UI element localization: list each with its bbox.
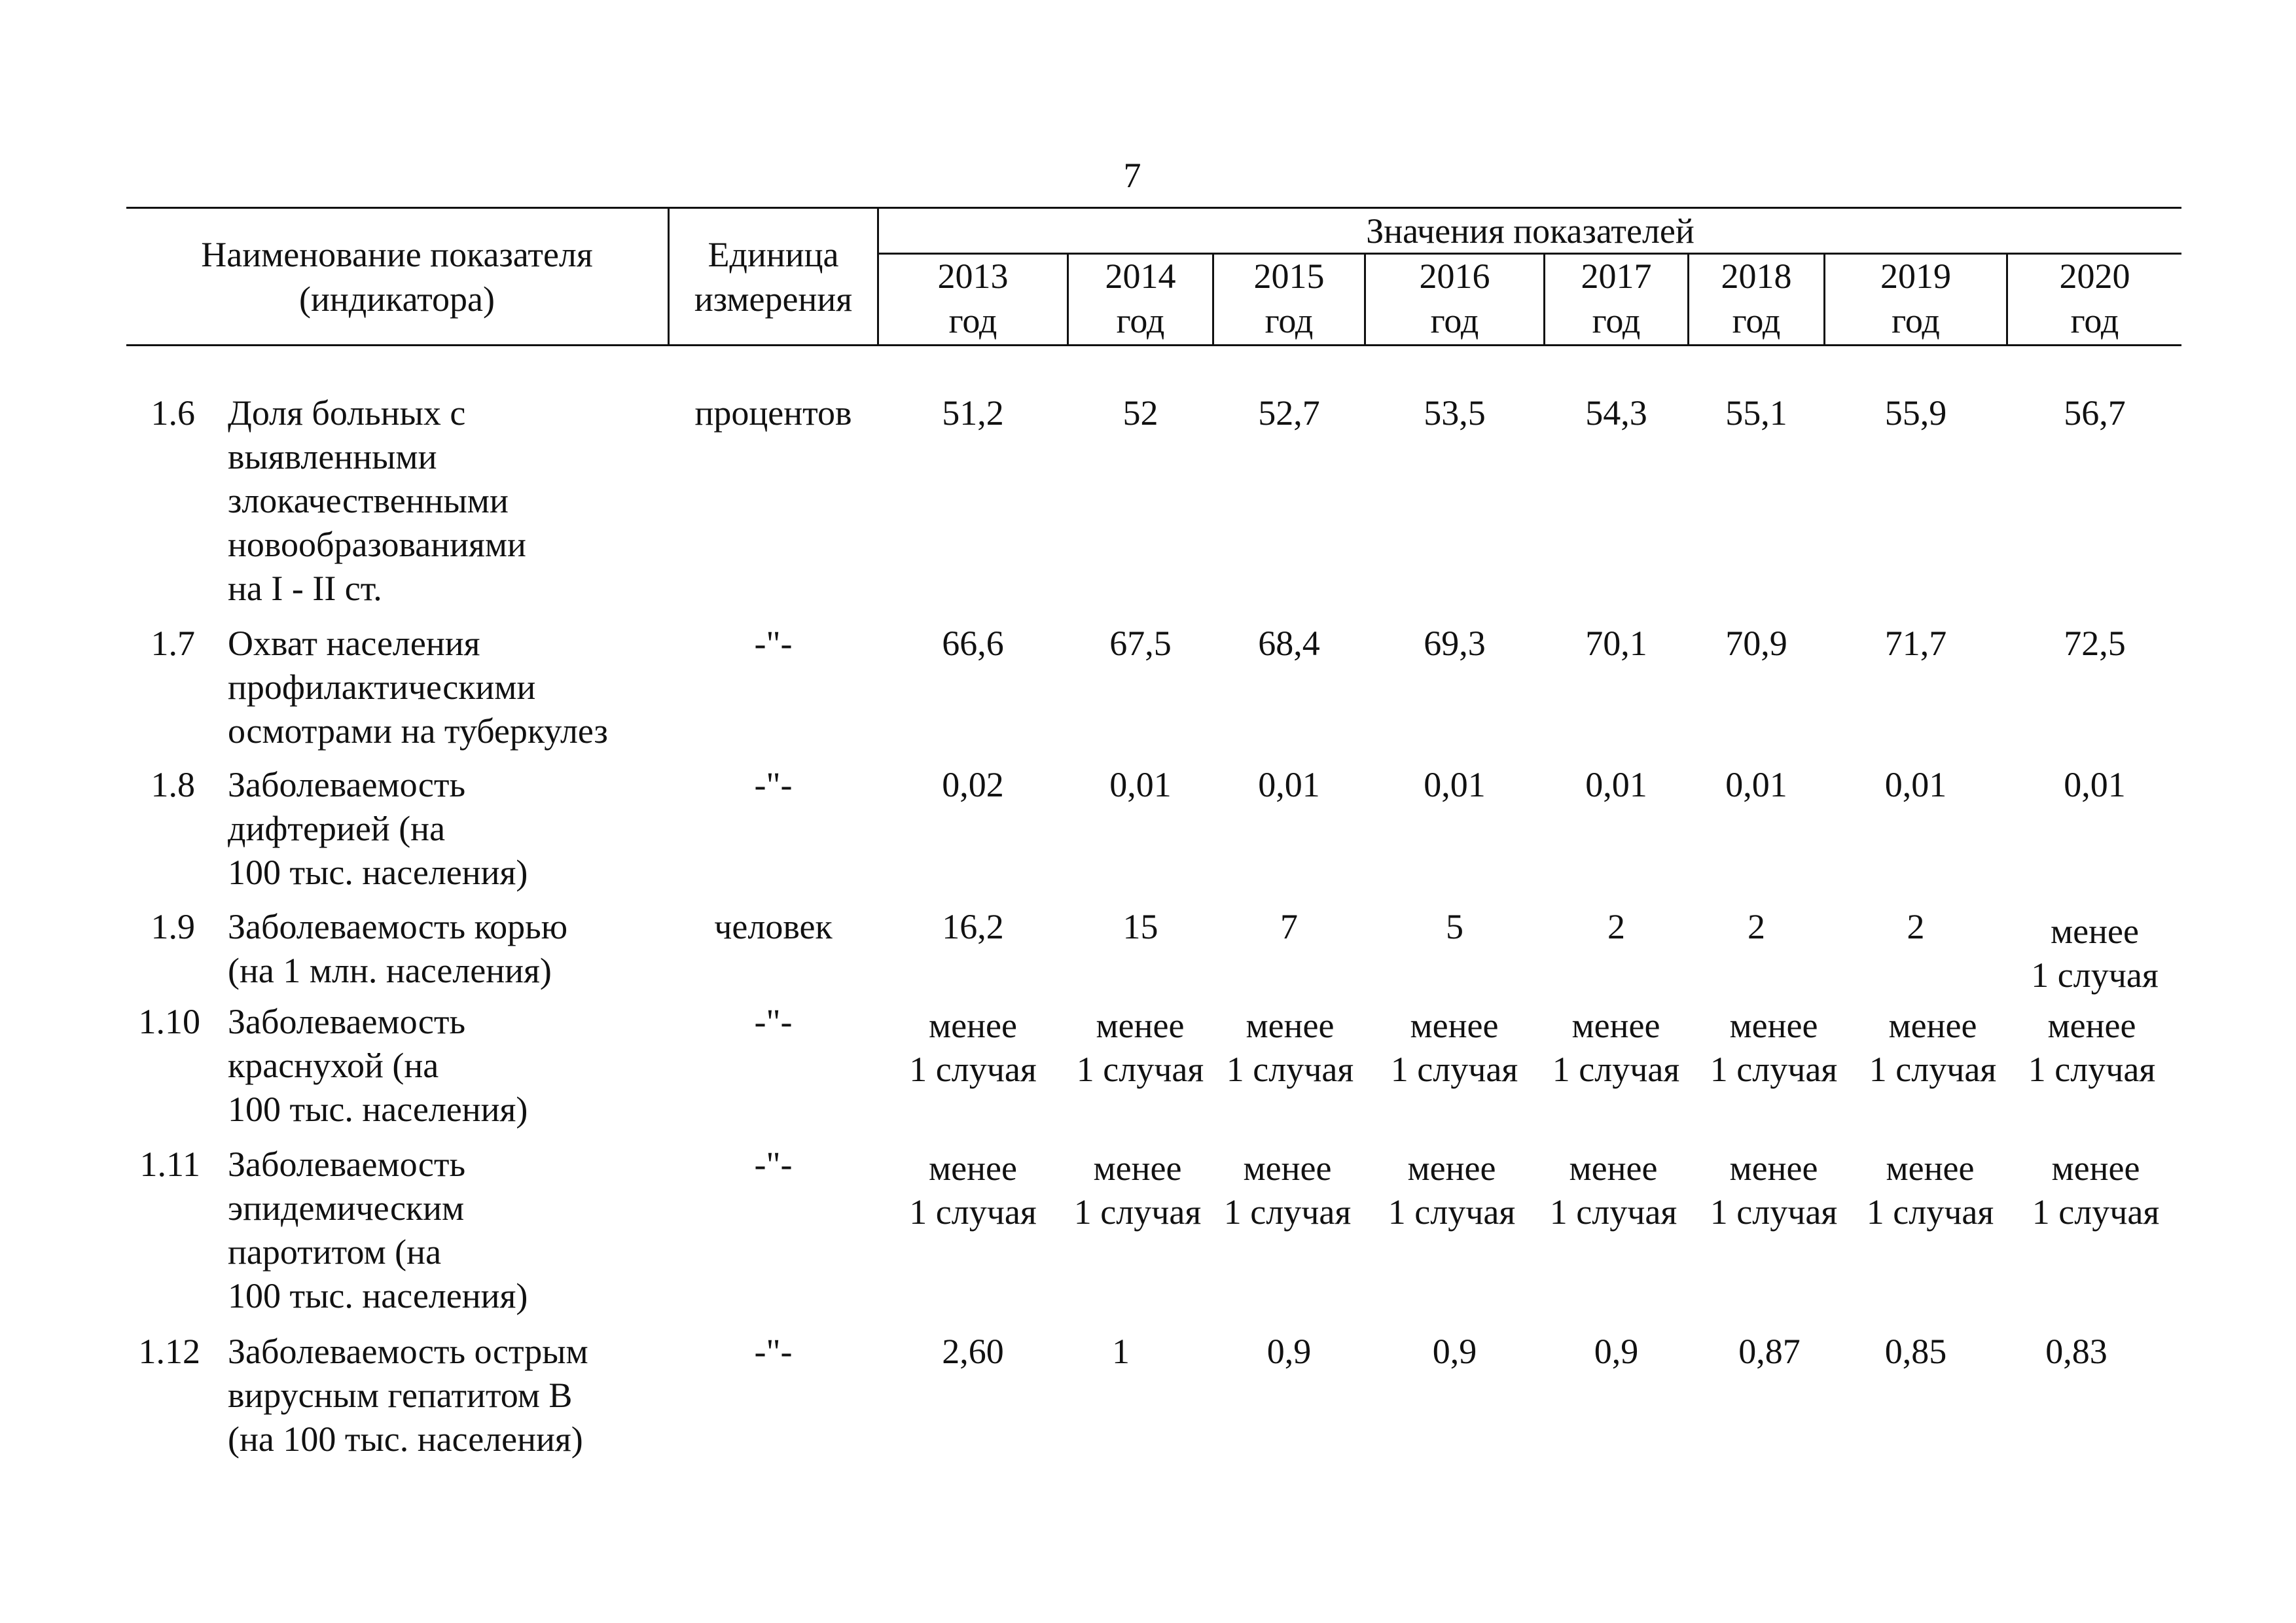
value-cell: 70,1 [1585,624,1647,663]
value-cell: 0,01 [1884,765,1947,804]
value-cell: 72,5 [2064,624,2126,663]
value-cell: 71,7 [1884,624,1947,663]
unit-cell: -"- [754,1332,793,1371]
year-header-2013: 2013 год [937,257,1009,340]
value-cell: менее 1 случая [1223,1149,1352,1232]
unit-header-line-2: измерения [694,279,853,319]
indicator-name: Заболеваемость краснухой (на 100 тыс. населения) [228,1002,528,1129]
value-cell: менее 1 случая [2031,912,2159,995]
row-number: 1.10 [138,1002,200,1041]
indicator-name: Заболеваемость эпидемическим паротитом (на 100 тыс. населения) [228,1145,528,1315]
value-cell: 0,9 [1432,1332,1477,1371]
value-cell: 0,01 [1258,765,1320,804]
unit-cell: -"- [754,765,793,804]
value-cell: менее 1 случая [1073,1149,1202,1232]
value-cell: менее 1 случая [909,1006,1037,1089]
value-cell: менее 1 случая [1710,1149,1838,1232]
value-cell: 0,01 [1585,765,1647,804]
row-number: 1.7 [151,624,195,663]
value-cell: 55,9 [1884,393,1947,433]
value-cell: 0,02 [942,765,1004,804]
value-cell: менее 1 случая [1552,1006,1680,1089]
values-group-header: Значения показателей [1366,211,1695,251]
value-cell: 52 [1122,393,1158,433]
year-header-2019: 2019 год [1880,257,1951,340]
indicator-name: Доля больных с выявленными злокачественными новообразованиями на I - II ст. [228,393,526,608]
indicator-name: Охват населения профилактическими осмотрами на туберкулез [228,624,608,751]
value-cell: 0,01 [1725,765,1787,804]
value-cell: 67,5 [1109,624,1172,663]
page-number: 7 [1123,156,1141,195]
year-header-2017: 2017 год [1581,257,1652,340]
row-number: 1.8 [151,765,195,804]
unit-header-line-1: Единица [708,235,839,274]
value-cell: 2 [1748,907,1765,946]
value-cell: 51,2 [942,393,1004,433]
year-header-2018: 2018 год [1721,257,1792,340]
value-cell: 70,9 [1725,624,1787,663]
value-cell: 66,6 [942,624,1004,663]
table-top-rule [126,207,2181,209]
value-cell: 68,4 [1258,624,1320,663]
value-cell: менее 1 случая [1226,1006,1354,1089]
unit-cell: -"- [754,1002,793,1041]
value-cell: менее 1 случая [1388,1149,1516,1232]
indicator-name: Заболеваемость дифтерией (на 100 тыс. населения) [228,765,528,892]
year-header-2016: 2016 год [1419,257,1490,340]
unit-cell: процентов [694,393,852,433]
indicator-name: Заболеваемость острым вирусным гепатитом В (на 100 тыс. населения) [228,1332,588,1459]
value-cell: 5 [1446,907,1463,946]
value-cell: 55,1 [1725,393,1787,433]
value-cell: 0,01 [2064,765,2126,804]
year-header-2014: 2014 год [1105,257,1176,340]
unit-cell: -"- [754,624,793,663]
value-cell: 0,01 [1424,765,1486,804]
value-cell: 53,5 [1424,393,1486,433]
row-number: 1.12 [138,1332,200,1371]
row-number: 1.11 [139,1145,200,1184]
value-cell: 0,01 [1109,765,1172,804]
unit-column-header [670,232,877,321]
unit-cell: человек [714,907,833,946]
year-header-2015: 2015 год [1253,257,1325,340]
value-cell: менее 1 случая [1390,1006,1518,1089]
header-bottom-rule [126,344,2181,346]
row-number: 1.6 [151,393,195,433]
value-cell: менее 1 случая [1869,1006,1997,1089]
value-cell: 56,7 [2064,393,2126,433]
value-cell: 2 [1607,907,1625,946]
value-cell: 15 [1122,907,1158,946]
value-cell: 0,83 [2045,1332,2108,1371]
value-cell: 16,2 [942,907,1004,946]
value-cell: 7 [1280,907,1298,946]
name-header-line-2: (индикатора) [299,279,495,319]
value-cell: 0,87 [1738,1332,1801,1371]
value-cell: менее 1 случая [2032,1149,2160,1232]
value-cell: менее 1 случая [1866,1149,1994,1232]
value-cell: менее 1 случая [1710,1006,1838,1089]
value-cell: 0,9 [1266,1332,1312,1371]
value-cell: 0,9 [1594,1332,1639,1371]
value-cell: менее 1 случая [2028,1006,2156,1089]
value-cell: менее 1 случая [1076,1006,1204,1089]
value-cell: 2 [1907,907,1925,946]
name-column-header [126,232,668,321]
unit-cell: -"- [754,1145,793,1184]
year-header-2020: 2020 год [2059,257,2130,340]
value-cell: 0,85 [1884,1332,1947,1371]
row-number: 1.9 [151,907,195,946]
indicator-name: Заболеваемость корью (на 1 млн. населения) [228,907,568,990]
value-cell: 2,60 [942,1332,1004,1371]
value-cell: 54,3 [1585,393,1647,433]
value-cell: менее 1 случая [909,1149,1037,1232]
value-cell: менее 1 случая [1549,1149,1677,1232]
value-cell: 69,3 [1424,624,1486,663]
value-cell: 1 [1112,1332,1130,1371]
value-cell: 52,7 [1258,393,1320,433]
name-header-line-1: Наименование показателя [201,235,593,274]
